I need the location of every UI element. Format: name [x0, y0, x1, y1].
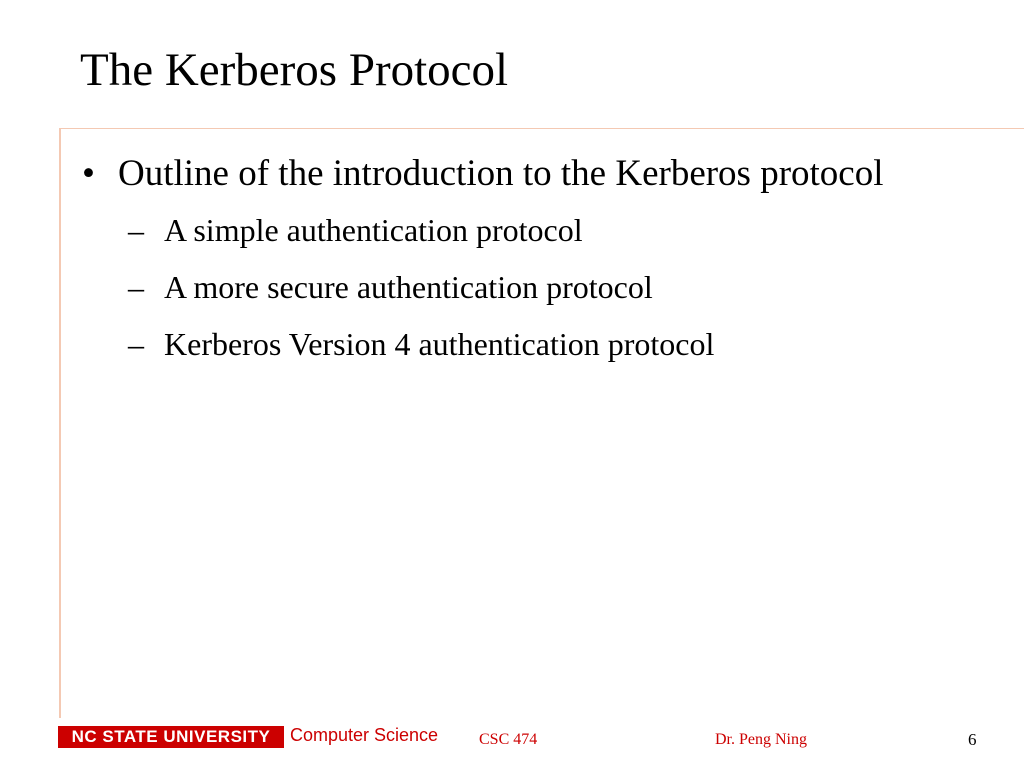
main-bullet — [80, 150, 960, 197]
footer-department: Computer Science — [290, 725, 439, 745]
footer-course: CSC 474 — [479, 731, 538, 748]
slide-title: The Kerberos Protocol — [80, 44, 509, 96]
dash-mark: – — [128, 212, 144, 248]
sub-bullet — [80, 325, 960, 363]
sub-bullet-list — [80, 211, 960, 363]
dash-mark: – — [128, 326, 144, 362]
sub-bullet — [80, 268, 960, 306]
sub-bullet-text: A more secure authentication protocol — [164, 269, 653, 305]
page-number: 6 — [968, 730, 977, 749]
dash-mark: – — [128, 269, 144, 305]
sub-bullet — [80, 211, 960, 249]
sub-bullet-text: A simple authentication protocol — [164, 212, 583, 248]
left-margin-rule — [59, 128, 61, 718]
main-bullet-text: Outline of the introduction to the Kerberos protocol — [118, 153, 884, 194]
footer-author: Dr. Peng Ning — [715, 731, 807, 748]
slide-content — [80, 150, 960, 382]
title-underline-rule — [60, 128, 1024, 129]
bullet-mark: • — [82, 153, 95, 194]
ncsu-logo-text: NC STATE UNIVERSITY — [71, 727, 271, 746]
ncsu-logo — [58, 726, 284, 748]
sub-bullet-text: Kerberos Version 4 authentication protocol — [164, 326, 715, 362]
